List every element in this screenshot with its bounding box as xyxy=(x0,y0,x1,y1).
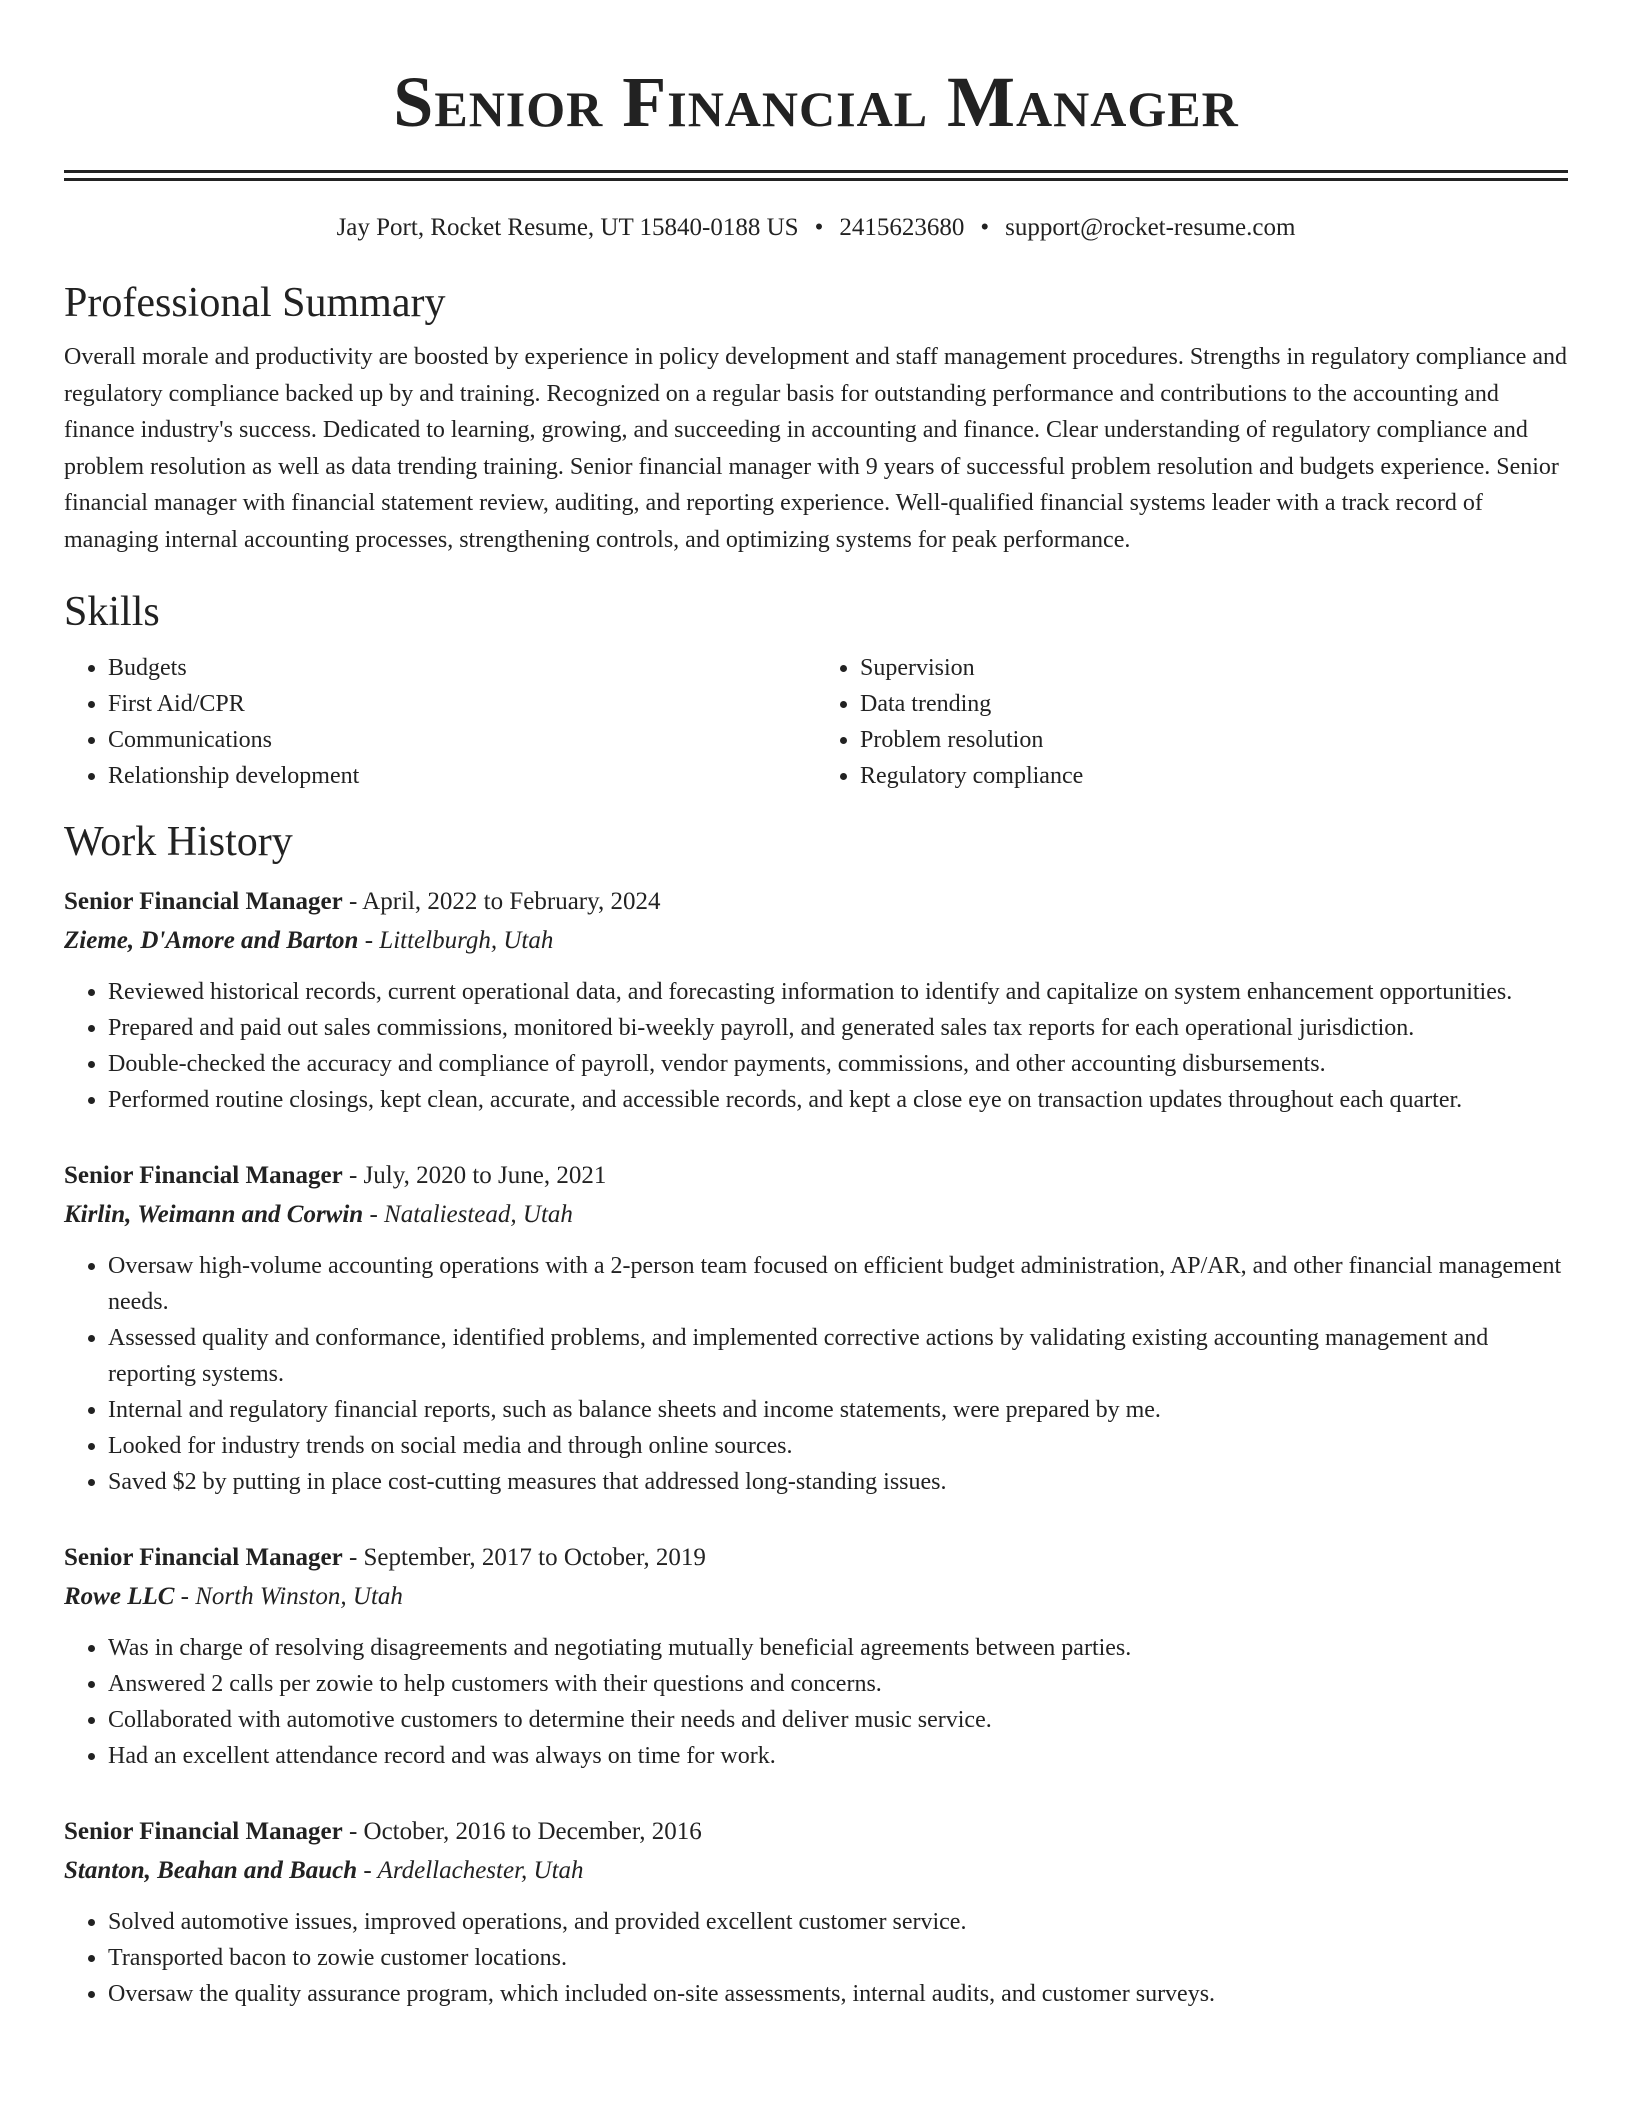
job-company: Kirlin, Weimann and Corwin xyxy=(64,1201,364,1228)
job-title: Senior Financial Manager xyxy=(64,1544,343,1571)
job-bullets xyxy=(64,1904,1568,2012)
job-bullet: • Was in charge of resolving disagreements and negotiating mutually beneficial agreements between parties. xyxy=(108,1630,1568,1666)
job-title: Senior Financial Manager xyxy=(64,888,343,915)
job-title-line xyxy=(64,1156,1568,1196)
skills-list-right xyxy=(816,650,1568,794)
skills-list-left xyxy=(64,650,816,794)
contact-line xyxy=(64,211,1568,245)
job-bullet: • Prepared and paid out sales commissions, monitored bi-weekly payroll, and generated sales tax reports for each operational jurisdiction. xyxy=(108,1010,1568,1046)
job-bullet: • Oversaw the quality assurance program, which included on-site assessments, internal audits, and customer surveys. xyxy=(108,1976,1568,2012)
summary-section xyxy=(64,277,1568,558)
job-entry xyxy=(64,882,1568,1118)
job-title-line xyxy=(64,882,1568,922)
job-dates: - October, 2016 to December, 2016 xyxy=(342,1818,702,1845)
contact-email: support@rocket-resume.com xyxy=(1005,214,1296,241)
job-bullet: • Assessed quality and conformance, identified problems, and implemented corrective actions by validating existing accounting management and reporting systems. xyxy=(108,1320,1568,1392)
job-company-line xyxy=(64,1852,1568,1890)
job-location: - North Winston, Utah xyxy=(174,1583,403,1610)
job-location: - Littelburgh, Utah xyxy=(358,927,554,954)
contact-phone: 2415623680 xyxy=(839,214,965,241)
skill-item: • Problem resolution xyxy=(860,722,1568,758)
resume-name: Senior Financial Manager xyxy=(393,62,1239,142)
job-entry xyxy=(64,1538,1568,1774)
job-company: Rowe LLC xyxy=(64,1583,175,1610)
skills-heading: Skills xyxy=(64,589,160,635)
job-bullet: • Answered 2 calls per zowie to help customers with their questions and concerns. xyxy=(108,1666,1568,1702)
job-bullet: • Performed routine closings, kept clean, accurate, and accessible records, and kept a close eye on transaction updates throughout each quarter. xyxy=(108,1082,1568,1118)
job-company-line xyxy=(64,922,1568,960)
skill-item: • Regulatory compliance xyxy=(860,758,1568,794)
job-bullet: • Oversaw high-volume accounting operations with a 2-person team focused on efficient budget administration, AP/AR, and other financial management needs. xyxy=(108,1248,1568,1320)
header-divider xyxy=(64,170,1568,181)
job-bullets xyxy=(64,1630,1568,1774)
job-company-line xyxy=(64,1196,1568,1234)
job-bullets xyxy=(64,974,1568,1118)
job-bullets xyxy=(64,1248,1568,1500)
job-dates: - April, 2022 to February, 2024 xyxy=(342,888,661,915)
skill-item: • Relationship development xyxy=(108,758,816,794)
contact-separator: • xyxy=(814,214,824,241)
summary-heading: Professional Summary xyxy=(64,280,446,326)
job-location: - Ardellachester, Utah xyxy=(357,1857,584,1884)
skill-item: • Communications xyxy=(108,722,816,758)
job-company: Stanton, Beahan and Bauch xyxy=(64,1857,358,1884)
job-title: Senior Financial Manager xyxy=(64,1162,343,1189)
work-history-heading: Work History xyxy=(64,819,293,865)
job-bullet: • Double-checked the accuracy and compliance of payroll, vendor payments, commissions, and other accounting disbursements. xyxy=(108,1046,1568,1082)
job-bullet: • Solved automotive issues, improved operations, and provided excellent customer service. xyxy=(108,1904,1568,1940)
job-dates: - September, 2017 to October, 2019 xyxy=(342,1544,706,1571)
job-company: Zieme, D'Amore and Barton xyxy=(64,927,359,954)
job-bullet: • Internal and regulatory financial reports, such as balance sheets and income statements, were prepared by me. xyxy=(108,1392,1568,1428)
job-bullet: • Had an excellent attendance record and was always on time for work. xyxy=(108,1738,1568,1774)
contact-separator: • xyxy=(980,214,990,241)
job-dates: - July, 2020 to June, 2021 xyxy=(342,1162,607,1189)
work-history-section xyxy=(64,816,1568,2012)
skill-item: • First Aid/CPR xyxy=(108,686,816,722)
skill-item: • Data trending xyxy=(860,686,1568,722)
job-title: Senior Financial Manager xyxy=(64,1818,343,1845)
job-bullet: • Looked for industry trends on social media and through online sources. xyxy=(108,1428,1568,1464)
job-location: - Nataliestead, Utah xyxy=(363,1201,573,1228)
job-company-line xyxy=(64,1578,1568,1616)
job-bullet: • Reviewed historical records, current operational data, and forecasting information to identify and capitalize on system enhancement opportunities. xyxy=(108,974,1568,1010)
job-entry xyxy=(64,1812,1568,2012)
contact-address: Jay Port, Rocket Resume, UT 15840-0188 US xyxy=(336,214,799,241)
job-bullet: • Saved $2 by putting in place cost-cutting measures that addressed long-standing issues. xyxy=(108,1464,1568,1500)
skills-section xyxy=(64,586,1568,794)
job-title-line xyxy=(64,1538,1568,1578)
job-title-line xyxy=(64,1812,1568,1852)
skill-item: • Budgets xyxy=(108,650,816,686)
job-bullet: • Transported bacon to zowie customer locations. xyxy=(108,1940,1568,1976)
job-entry xyxy=(64,1156,1568,1500)
job-bullet: • Collaborated with automotive customers to determine their needs and deliver music service. xyxy=(108,1702,1568,1738)
summary-text: Overall morale and productivity are boosted by experience in policy development and staff management procedures. Strengths in regulatory compliance and regulatory compliance backed up by and training. Recognized on a regular basis for outstanding performance and contributions to the accounting and finance industry's success. Dedicated to learning, growing, and succeeding in accounting and finance. Clear understanding of regulatory compliance and problem resolution as well as data trending training. Senior financial manager with 9 years of successful problem resolution and budgets experience. Senior financial manager with financial statement review, auditing, and reporting experience. Well-qualified financial systems leader with a track record of managing internal accounting processes, strengthening controls, and optimizing systems for peak performance. xyxy=(64,344,1568,553)
skill-item: • Supervision xyxy=(860,650,1568,686)
skills-columns xyxy=(64,650,1568,794)
